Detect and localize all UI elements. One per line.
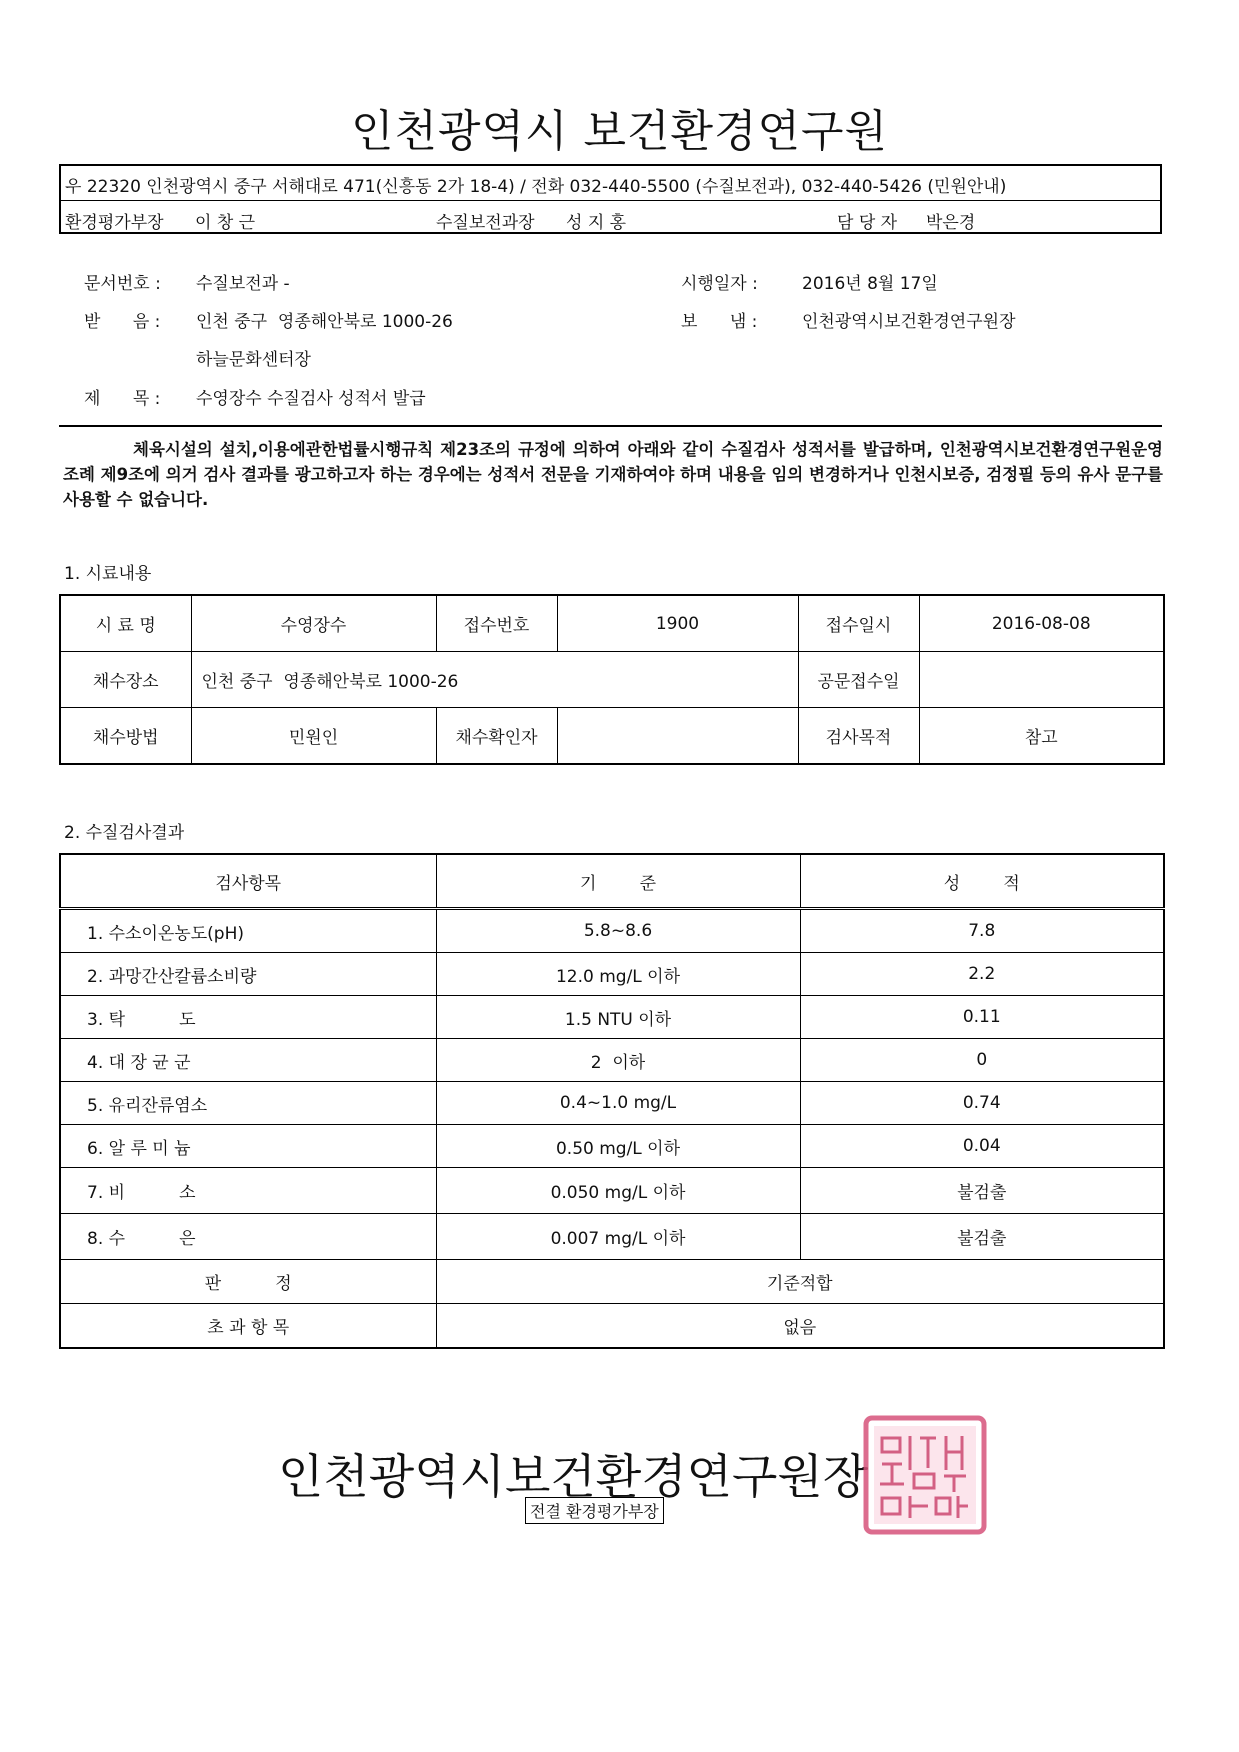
official-date-label: 공문접수일 <box>798 652 919 708</box>
result-item: 7. 비 소 <box>60 1168 436 1214</box>
standard-header: 기 준 <box>436 854 800 909</box>
results-section-title: 2. 수질검사결과 <box>64 823 185 843</box>
dept-head-name: 이 창 근 <box>195 213 256 233</box>
judgment-value: 기준적합 <box>436 1260 1164 1304</box>
notice-divider <box>59 425 1162 427</box>
table-row <box>60 909 1164 953</box>
officer-label: 담 당 자 <box>837 213 898 233</box>
purpose-label: 검사목적 <box>798 708 919 765</box>
result-standard: 0.50 mg/L 이하 <box>436 1125 800 1168</box>
result-standard: 0.007 mg/L 이하 <box>436 1214 800 1260</box>
table-row <box>60 1168 1164 1214</box>
section-head-name: 성 지 홍 <box>566 213 627 233</box>
result-standard: 0.4~1.0 mg/L <box>436 1082 800 1125</box>
result-item: 4. 대 장 균 군 <box>60 1039 436 1082</box>
recipient-value-2: 하늘문화센터장 <box>196 350 311 370</box>
confirmer-value <box>557 708 798 765</box>
confirmer-label: 채수확인자 <box>436 708 557 765</box>
result-standard: 1.5 NTU 이하 <box>436 996 800 1039</box>
table-row <box>60 1082 1164 1125</box>
subject-label: 제 목 : <box>84 389 161 409</box>
official-date-value <box>919 652 1164 708</box>
table-row <box>60 708 1164 765</box>
institution-info-box <box>59 164 1162 234</box>
signatory-title: 인천광역시보건환경연구원장 <box>278 1450 869 1505</box>
result-value: 0.11 <box>800 996 1164 1039</box>
result-header: 성 적 <box>800 854 1164 909</box>
receipt-date-value: 2016-08-08 <box>919 595 1164 652</box>
info-divider <box>61 200 1160 201</box>
sample-name-value: 수영장수 <box>191 595 436 652</box>
sender-label: 보 냄 : <box>681 312 758 332</box>
recipient-value: 인천 중구 영종해안북로 1000-26 <box>196 312 453 332</box>
official-seal-stamp <box>862 1414 988 1536</box>
receipt-date-label: 접수일시 <box>798 595 919 652</box>
receipt-no-value: 1900 <box>557 595 798 652</box>
result-value: 7.8 <box>800 909 1164 953</box>
table-row <box>60 1125 1164 1168</box>
result-item: 3. 탁 도 <box>60 996 436 1039</box>
judgment-row <box>60 1260 1164 1304</box>
date-label: 시행일자 : <box>681 274 758 294</box>
result-standard: 12.0 mg/L 이하 <box>436 953 800 996</box>
result-value: 2.2 <box>800 953 1164 996</box>
recipient-label: 받 음 : <box>84 312 161 332</box>
table-row <box>60 1039 1164 1082</box>
receipt-no-label: 접수번호 <box>436 595 557 652</box>
officer-name: 박은경 <box>926 213 976 233</box>
notice-paragraph <box>63 437 1163 512</box>
results-table <box>59 853 1165 1349</box>
result-value: 0.74 <box>800 1082 1164 1125</box>
approval-note: 전결 환경평가부장 <box>525 1497 664 1524</box>
result-item: 2. 과망간산칼륨소비량 <box>60 953 436 996</box>
purpose-value: 참고 <box>919 708 1164 765</box>
doc-no-label: 문서번호 : <box>84 274 161 294</box>
date-value: 2016년 8월 17일 <box>802 274 938 294</box>
result-item: 5. 유리잔류염소 <box>60 1082 436 1125</box>
method-label: 채수방법 <box>60 708 191 765</box>
page-title: 인천광역시 보건환경연구원 <box>350 106 889 157</box>
result-item: 6. 알 루 미 늄 <box>60 1125 436 1168</box>
doc-no-value: 수질보전과 - <box>196 274 290 294</box>
result-value: 0.04 <box>800 1125 1164 1168</box>
exceed-value: 없음 <box>436 1304 1164 1349</box>
table-row <box>60 996 1164 1039</box>
exceed-row <box>60 1304 1164 1349</box>
subject-value: 수영장수 수질검사 성적서 발급 <box>196 389 426 409</box>
result-value: 0 <box>800 1039 1164 1082</box>
notice-text: 체육시설의 설치,이용에관한법률시행규칙 제23조의 규정에 의하여 아래와 같이 수질검사 성적서를 발급하며, 인천광역시보건환경연구원운영조례 제9조에 의거 검사 결과를 광고하고자 하는 경우에는 성적서 전문을 기재하여야 하며 내용을 임의 변경하거나 인천시보증, 검정필 등의 유사 문구를 사용할 수 없습니다. <box>63 440 1163 509</box>
result-standard: 2 이하 <box>436 1039 800 1082</box>
item-header: 검사항목 <box>60 854 436 909</box>
result-standard: 0.050 mg/L 이하 <box>436 1168 800 1214</box>
location-label: 채수장소 <box>60 652 191 708</box>
results-header-row <box>60 854 1164 909</box>
table-row <box>60 652 1164 708</box>
dept-head-label: 환경평가부장 <box>65 213 164 233</box>
sender-value: 인천광역시보건환경연구원장 <box>802 312 1016 332</box>
section-head-label: 수질보전과장 <box>436 213 535 233</box>
sample-table <box>59 594 1165 765</box>
result-item: 8. 수 은 <box>60 1214 436 1260</box>
result-standard: 5.8~8.6 <box>436 909 800 953</box>
sample-name-label: 시 료 명 <box>60 595 191 652</box>
table-row <box>60 953 1164 996</box>
exceed-label: 초 과 항 목 <box>60 1304 436 1349</box>
judgment-label: 판 정 <box>60 1260 436 1304</box>
table-row <box>60 1214 1164 1260</box>
sample-section-title: 1. 시료내용 <box>64 564 152 584</box>
location-value: 인천 중구 영종해안북로 1000-26 <box>191 652 798 708</box>
table-row <box>60 595 1164 652</box>
result-value: 불검출 <box>800 1214 1164 1260</box>
result-item: 1. 수소이온농도(pH) <box>60 909 436 953</box>
method-value: 민원인 <box>191 708 436 765</box>
address-line: 우 22320 인천광역시 중구 서해대로 471(신흥동 2가 18-4) / 전화 032-440-5500 (수질보전과), 032-440-5426 (민원안내) <box>65 177 1007 197</box>
result-value: 불검출 <box>800 1168 1164 1214</box>
